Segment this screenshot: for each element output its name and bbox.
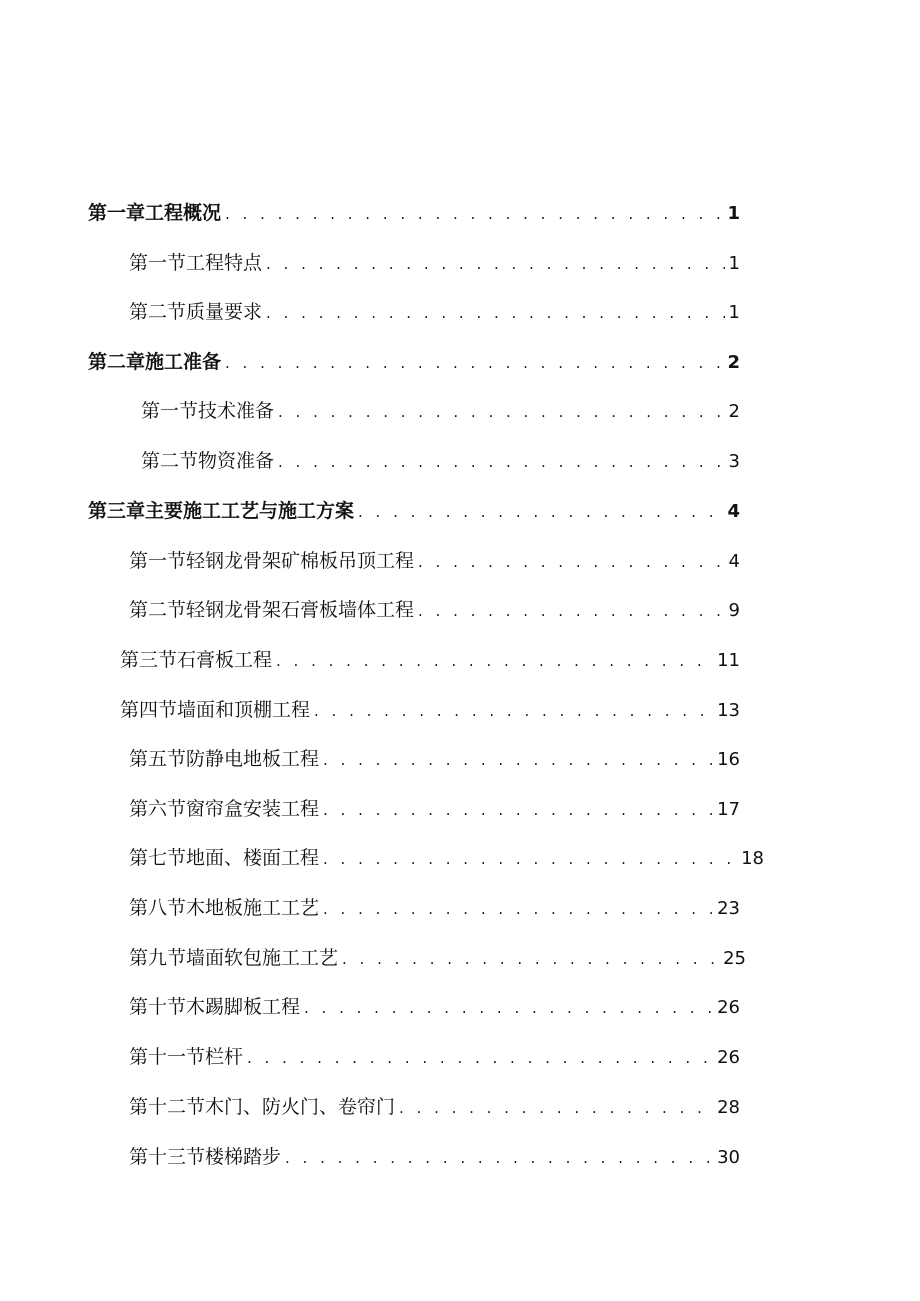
toc-entry[interactable] xyxy=(129,251,740,275)
toc-dot-leader xyxy=(276,649,713,673)
toc-entry-title: 第二章施工准备 xyxy=(88,351,222,373)
toc-entry-page: 26 xyxy=(717,1047,740,1068)
toc-dot-leader xyxy=(285,1146,713,1170)
toc-entry-page: 2 xyxy=(727,352,740,373)
toc-dot-leader xyxy=(314,699,713,723)
toc-dot-leader xyxy=(304,996,713,1020)
toc-entry[interactable] xyxy=(141,449,740,473)
toc-entry-title: 第九节墙面软包施工工艺 xyxy=(129,947,339,969)
toc-entry-title: 第十一节栏杆 xyxy=(129,1046,244,1068)
toc-entry[interactable] xyxy=(129,300,740,324)
toc-entry-title: 第七节地面、楼面工程 xyxy=(129,847,320,869)
toc-entry-page: 4 xyxy=(727,501,740,522)
toc-entry[interactable] xyxy=(88,201,740,225)
toc-entry-page: 9 xyxy=(728,600,740,621)
toc-entry[interactable] xyxy=(129,747,740,771)
toc-entry-title: 第一节工程特点 xyxy=(129,252,263,274)
toc-entry-title: 第一章工程概况 xyxy=(88,202,222,224)
toc-entry-title: 第一节轻钢龙骨架矿棉板吊顶工程 xyxy=(129,550,415,572)
toc-entry[interactable] xyxy=(88,499,740,523)
toc-entry-page: 25 xyxy=(723,948,746,969)
toc-entry-page: 23 xyxy=(717,898,740,919)
toc-entry-page: 2 xyxy=(728,401,740,422)
toc-entry-page: 18 xyxy=(741,848,764,869)
toc-entry-title: 第二节轻钢龙骨架石膏板墙体工程 xyxy=(129,599,415,621)
toc-entry[interactable] xyxy=(129,1145,740,1169)
toc-entry[interactable] xyxy=(129,549,740,573)
toc-dot-leader xyxy=(323,847,737,871)
toc-entry[interactable] xyxy=(120,698,740,722)
toc-entry[interactable] xyxy=(129,598,740,622)
toc-entry-page: 1 xyxy=(728,253,740,274)
toc-entry-title: 第一节技术准备 xyxy=(141,400,275,422)
toc-dot-leader xyxy=(266,252,725,276)
toc-dot-leader xyxy=(278,450,725,474)
toc-dot-leader xyxy=(247,1046,713,1070)
toc-entry[interactable] xyxy=(88,350,740,374)
toc-dot-leader xyxy=(323,748,713,772)
toc-dot-leader xyxy=(418,599,725,623)
toc-dot-leader xyxy=(225,202,723,226)
toc-entry-title: 第八节木地板施工工艺 xyxy=(129,897,320,919)
toc-entry-page: 26 xyxy=(717,997,740,1018)
toc-dot-leader xyxy=(278,400,725,424)
toc-entry[interactable] xyxy=(120,648,740,672)
toc-dot-leader xyxy=(342,947,719,971)
toc-entry-page: 1 xyxy=(727,203,740,224)
toc-entry-title: 第六节窗帘盒安装工程 xyxy=(129,798,320,820)
toc-dot-leader xyxy=(266,301,725,325)
toc-entry-title: 第二节质量要求 xyxy=(129,301,263,323)
toc-entry[interactable] xyxy=(129,946,746,970)
toc-entry-title: 第十二节木门、防火门、卷帘门 xyxy=(129,1096,396,1118)
toc-dot-leader xyxy=(323,798,713,822)
toc-dot-leader xyxy=(225,351,723,375)
toc-entry[interactable] xyxy=(129,1045,740,1069)
toc-dot-leader xyxy=(418,550,725,574)
toc-entry-page: 4 xyxy=(728,551,740,572)
toc-entry-title: 第三章主要施工工艺与施工方案 xyxy=(88,500,355,522)
toc-entry-title: 第十三节楼梯踏步 xyxy=(129,1146,282,1168)
toc-entry-page: 11 xyxy=(717,650,740,671)
toc-entry-title: 第十节木踢脚板工程 xyxy=(129,996,301,1018)
toc-entry[interactable] xyxy=(129,896,740,920)
toc-entry[interactable] xyxy=(129,1095,740,1119)
toc-dot-leader xyxy=(358,500,723,524)
toc-entry[interactable] xyxy=(129,797,740,821)
toc-dot-leader xyxy=(323,897,713,921)
toc-entry-title: 第四节墙面和顶棚工程 xyxy=(120,699,311,721)
toc-dot-leader xyxy=(399,1096,713,1120)
toc-entry-title: 第二节物资准备 xyxy=(141,450,275,472)
toc-entry[interactable] xyxy=(129,995,740,1019)
toc-entry-page: 28 xyxy=(717,1097,740,1118)
toc-entry-page: 3 xyxy=(728,451,740,472)
toc-entry-page: 13 xyxy=(717,700,740,721)
toc-entry[interactable] xyxy=(129,846,764,870)
toc-entry-page: 30 xyxy=(717,1147,740,1168)
toc-entry[interactable] xyxy=(141,399,740,423)
toc-entry-title: 第五节防静电地板工程 xyxy=(129,748,320,770)
toc-entry-page: 1 xyxy=(728,302,740,323)
toc-entry-page: 17 xyxy=(717,799,740,820)
toc-entry-page: 16 xyxy=(717,749,740,770)
toc-entry-title: 第三节石膏板工程 xyxy=(120,649,273,671)
